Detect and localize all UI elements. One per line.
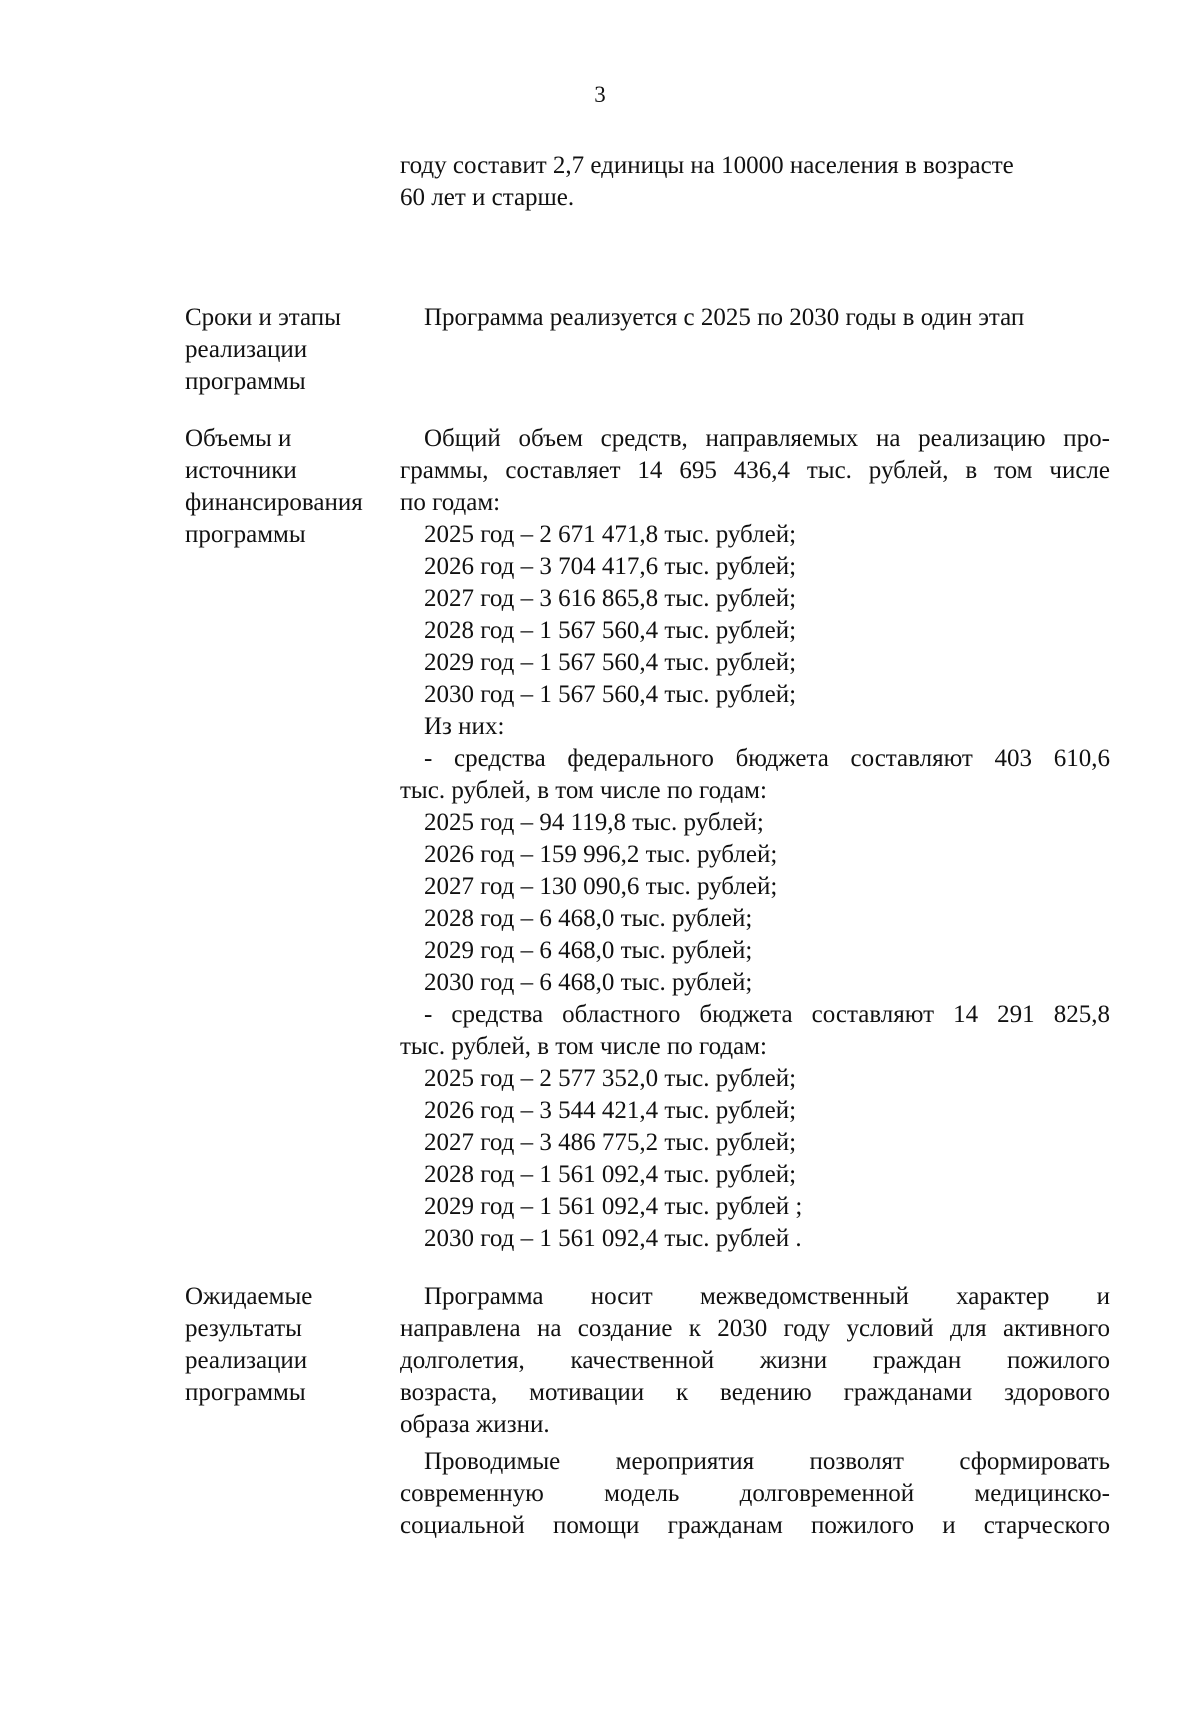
results-para2-line: социальной помощи гражданам пожилого и старческого	[400, 1512, 1110, 1539]
terms-label: Сроки и этапы	[185, 304, 341, 331]
regional-line: тыс. рублей, в том числе по годам:	[400, 1033, 767, 1060]
funding-label: Объемы и	[185, 425, 292, 452]
regional-year-line: 2027 год – 3 486 775,2 тыс. рублей;	[424, 1129, 797, 1156]
funding-intro-line: граммы, составляет 14 695 436,4 тыс. рублей, в том числе	[400, 457, 1110, 484]
results-para1-line: образа жизни.	[400, 1411, 550, 1438]
page-number: 3	[594, 82, 606, 107]
regional-year-line: 2025 год – 2 577 352,0 тыс. рублей;	[424, 1065, 797, 1092]
intro-line: 60 лет и старше.	[400, 184, 575, 211]
total-year-line: 2026 год – 3 704 417,6 тыс. рублей;	[424, 553, 797, 580]
results-label: реализации	[185, 1347, 308, 1374]
regional-year-line: 2030 год – 1 561 092,4 тыс. рублей .	[424, 1225, 802, 1252]
funding-intro-line: по годам:	[400, 489, 501, 516]
of-them-label: Из них:	[424, 713, 505, 740]
results-para2-line: Проводимые мероприятия позволят сформировать	[424, 1448, 1110, 1475]
results-para1-line: возраста, мотивации к ведению гражданами здорового	[400, 1379, 1110, 1406]
funding-intro-line: Общий объем средств, направляемых на реализацию про-	[424, 425, 1110, 452]
results-label: программы	[185, 1379, 306, 1406]
terms-label: реализации	[185, 336, 308, 363]
funding-label: финансирования	[185, 489, 363, 516]
total-year-line: 2027 год – 3 616 865,8 тыс. рублей;	[424, 585, 797, 612]
results-label: Ожидаемые	[185, 1283, 313, 1310]
federal-year-line: 2025 год – 94 119,8 тыс. рублей;	[424, 809, 764, 836]
federal-line: тыс. рублей, в том числе по годам:	[400, 777, 767, 804]
total-year-line: 2029 год – 1 567 560,4 тыс. рублей;	[424, 649, 797, 676]
regional-line: - средства областного бюджета составляют 14 291 825,8	[424, 1001, 1110, 1028]
total-year-line: 2030 год – 1 567 560,4 тыс. рублей;	[424, 681, 797, 708]
federal-year-line: 2030 год – 6 468,0 тыс. рублей;	[424, 969, 753, 996]
federal-year-line: 2026 год – 159 996,2 тыс. рублей;	[424, 841, 778, 868]
total-year-line: 2028 год – 1 567 560,4 тыс. рублей;	[424, 617, 797, 644]
terms-text: Программа реализуется с 2025 по 2030 годы в один этап	[424, 304, 1025, 331]
funding-label: программы	[185, 521, 306, 548]
federal-line: - средства федерального бюджета составляют 403 610,6	[424, 745, 1110, 772]
total-year-line: 2025 год – 2 671 471,8 тыс. рублей;	[424, 521, 797, 548]
results-label: результаты	[185, 1315, 302, 1342]
regional-year-line: 2028 год – 1 561 092,4 тыс. рублей;	[424, 1161, 797, 1188]
results-para1-line: долголетия, качественной жизни граждан пожилого	[400, 1347, 1110, 1374]
federal-year-line: 2027 год – 130 090,6 тыс. рублей;	[424, 873, 778, 900]
intro-line: году составит 2,7 единицы на 10000 населения в возрасте	[400, 152, 1014, 179]
regional-year-line: 2026 год – 3 544 421,4 тыс. рублей;	[424, 1097, 797, 1124]
terms-label: программы	[185, 368, 306, 395]
federal-year-line: 2029 год – 6 468,0 тыс. рублей;	[424, 937, 753, 964]
federal-year-line: 2028 год – 6 468,0 тыс. рублей;	[424, 905, 753, 932]
results-para1-line: Программа носит межведомственный характер и	[424, 1283, 1110, 1310]
regional-year-line: 2029 год – 1 561 092,4 тыс. рублей ;	[424, 1193, 803, 1220]
funding-label: источники	[185, 457, 297, 484]
results-para1-line: направлена на создание к 2030 году условий для активного	[400, 1315, 1110, 1342]
results-para2-line: современную модель долговременной медицинско-	[400, 1480, 1110, 1507]
